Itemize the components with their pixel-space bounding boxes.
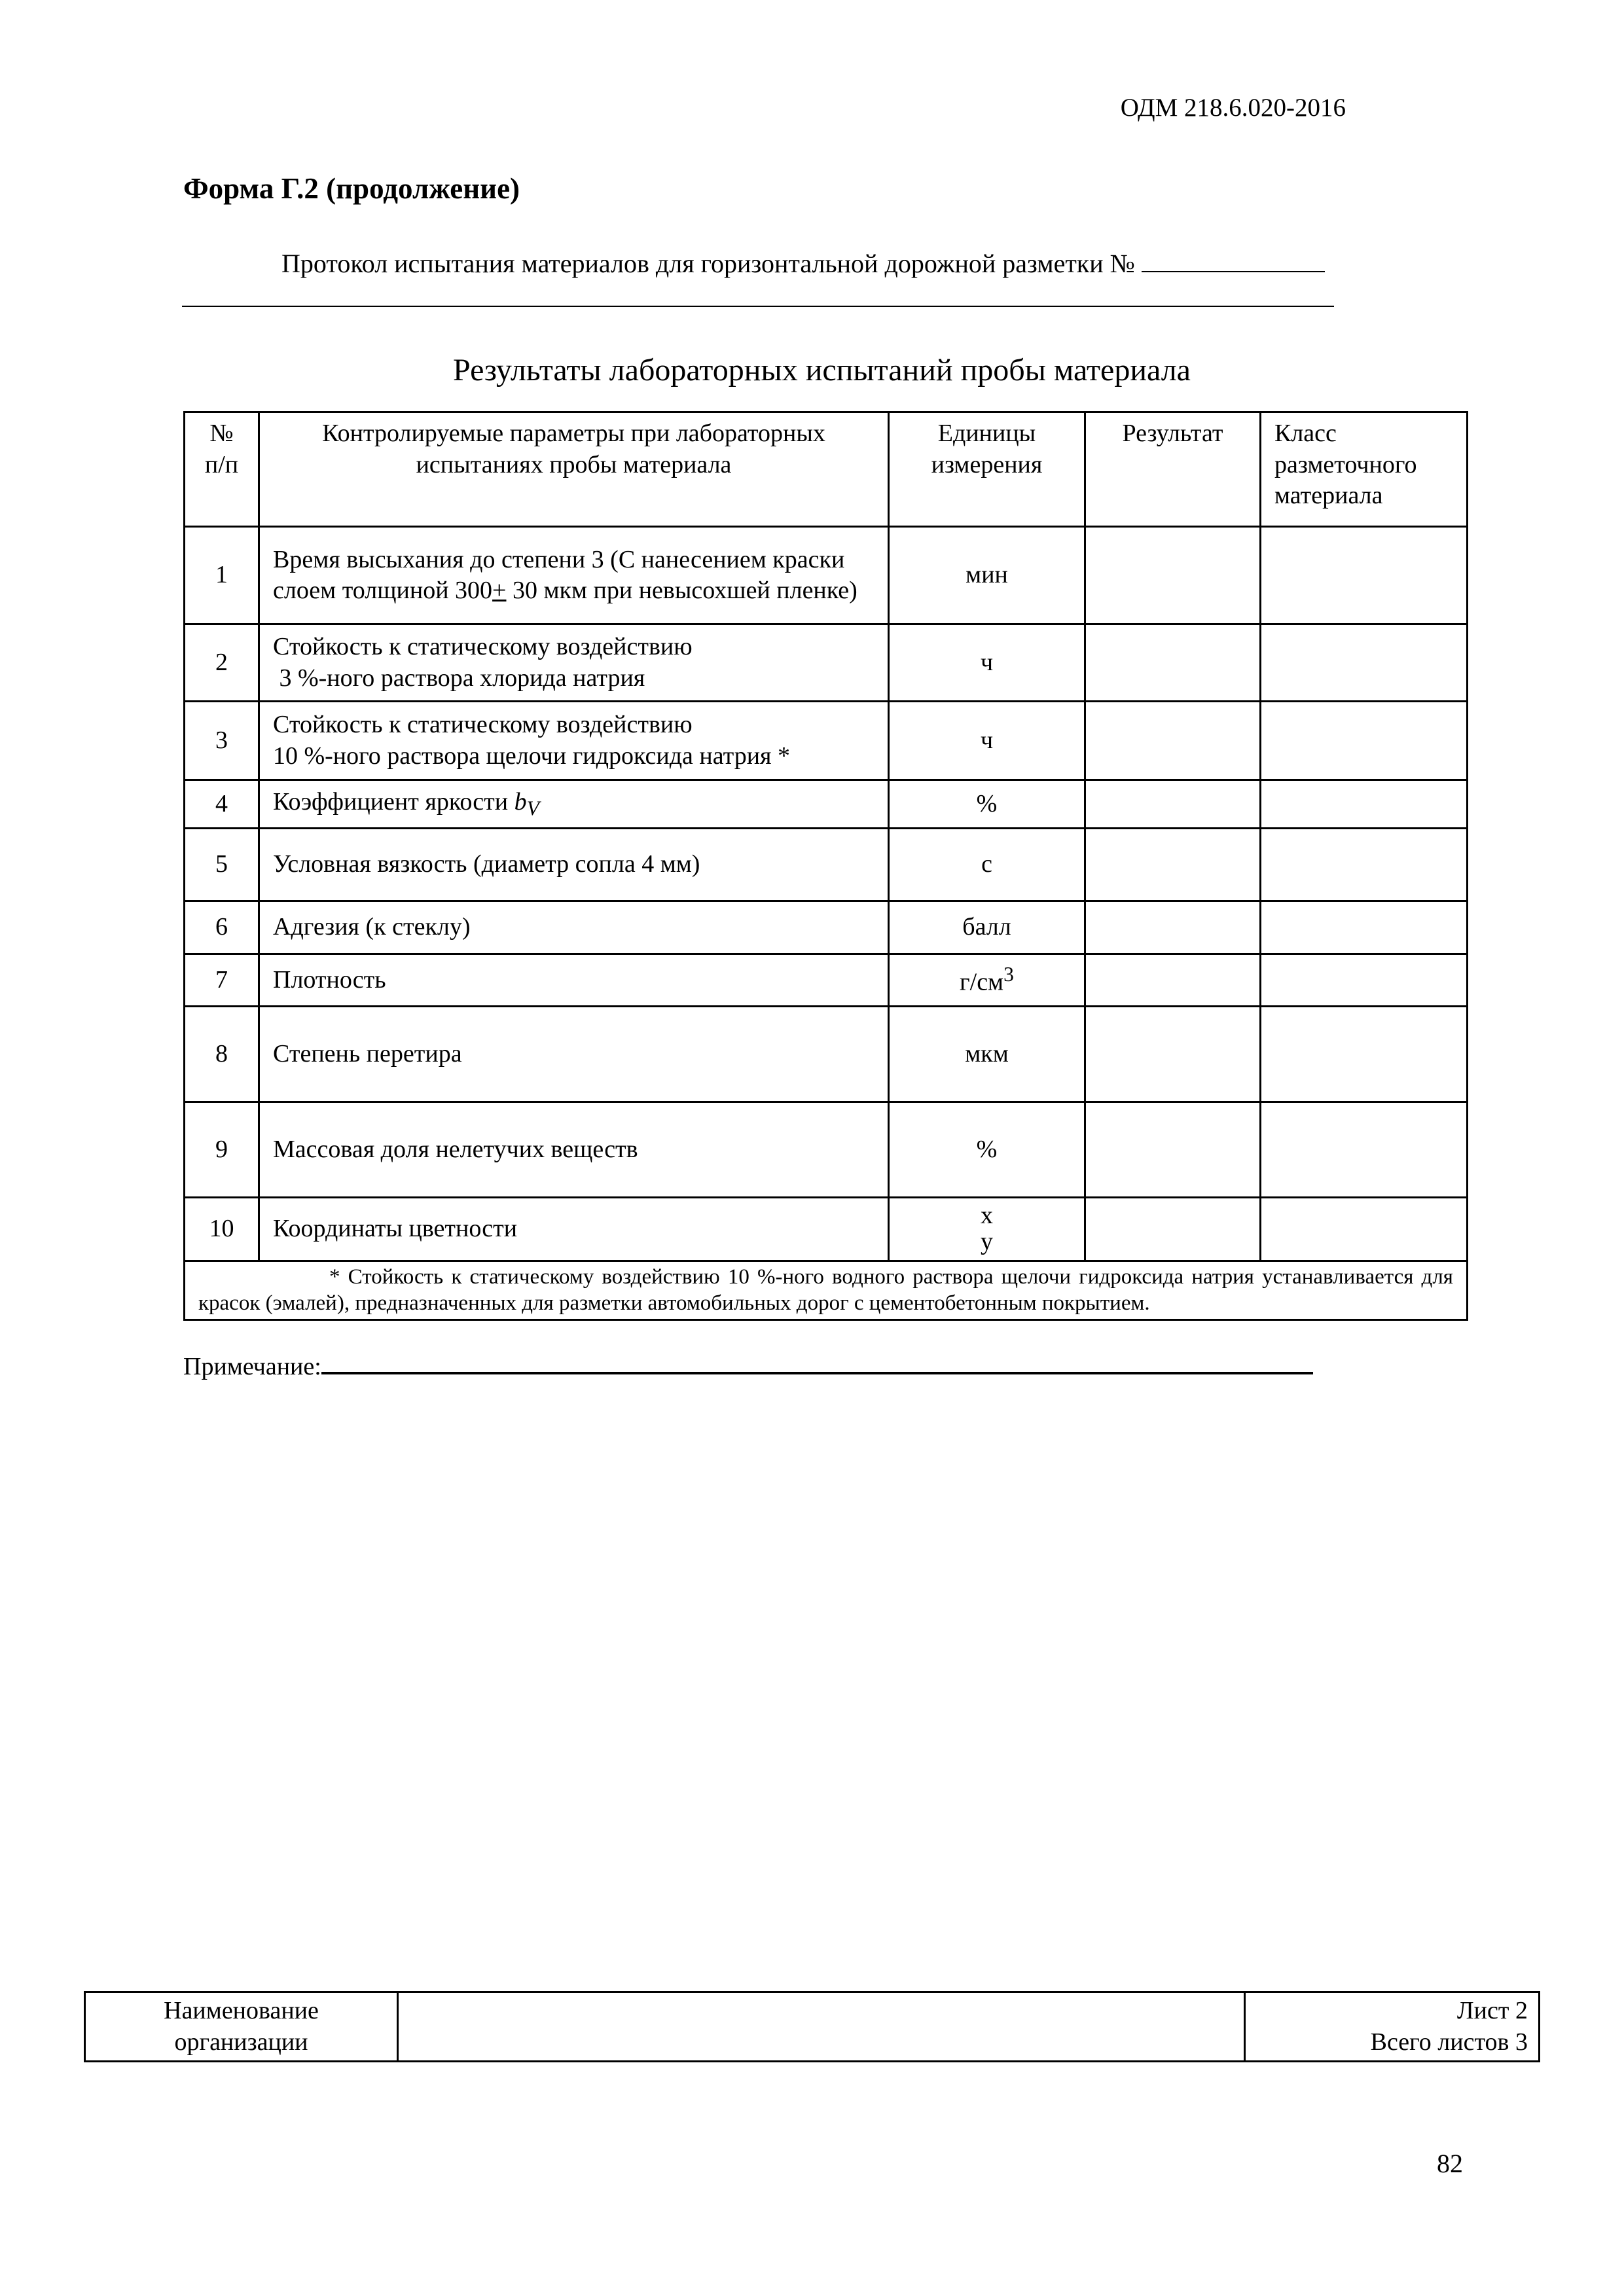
row-param: Адгезия (к стеклу): [259, 901, 889, 954]
header-num: № п/п: [185, 412, 259, 527]
table-row: [185, 624, 1468, 702]
row-num: 3: [185, 702, 259, 780]
note-label: Примечание:: [183, 1353, 321, 1380]
class-cell[interactable]: [1261, 1007, 1468, 1102]
result-cell[interactable]: [1085, 1007, 1261, 1102]
result-cell[interactable]: [1085, 1102, 1261, 1198]
row-unit: мин: [889, 527, 1085, 624]
row-unit: с: [889, 829, 1085, 901]
table-row: [185, 1007, 1468, 1102]
row-num: 8: [185, 1007, 259, 1102]
organization-name-field[interactable]: [398, 1992, 1245, 2062]
result-cell[interactable]: [1085, 527, 1261, 624]
class-cell[interactable]: [1261, 1102, 1468, 1198]
sheet-info: [1245, 1992, 1540, 2062]
row-num: 5: [185, 829, 259, 901]
row-param: Координаты цветности: [259, 1198, 889, 1261]
brightness-symbol: b: [514, 787, 527, 816]
row-param: [259, 780, 889, 829]
table-row: [185, 1198, 1468, 1261]
param-text-cont: 30 мкм при невысохшей пленке): [506, 577, 857, 604]
class-cell[interactable]: [1261, 1198, 1468, 1261]
organization-label: Наименование организации: [85, 1992, 398, 2062]
result-cell[interactable]: [1085, 954, 1261, 1007]
param-line-1: Стойкость к статическому воздействию: [273, 711, 693, 738]
row-unit: ч: [889, 624, 1085, 702]
sheet-number: Лист 2: [1456, 1997, 1528, 2024]
table-row: [185, 954, 1468, 1007]
header-class: Класс разметочного материала: [1261, 412, 1468, 527]
note-input-line[interactable]: [321, 1350, 1313, 1374]
row-unit: мкм: [889, 1007, 1085, 1102]
row-unit: [889, 954, 1085, 1007]
results-title: Результаты лабораторных испытаний пробы материала: [453, 353, 1191, 387]
protocol-number-blank[interactable]: [1142, 247, 1325, 272]
param-line-2: 3 %-ного раствора хлорида натрия: [273, 664, 645, 692]
result-cell[interactable]: [1085, 702, 1261, 780]
row-param: Условная вязкость (диаметр сопла 4 мм): [259, 829, 889, 901]
row-num: 7: [185, 954, 259, 1007]
row-param: [259, 624, 889, 702]
result-cell[interactable]: [1085, 780, 1261, 829]
protocol-line: [281, 247, 1325, 279]
brightness-subscript: V: [526, 797, 539, 820]
row-num: 2: [185, 624, 259, 702]
result-cell[interactable]: [1085, 829, 1261, 901]
organization-block: [84, 1991, 1540, 2062]
table-row: [185, 527, 1468, 624]
row-unit: балл: [889, 901, 1085, 954]
table-row: [185, 829, 1468, 901]
result-cell[interactable]: [1085, 901, 1261, 954]
row-num: 9: [185, 1102, 259, 1198]
unit-y: y: [981, 1228, 993, 1255]
class-cell[interactable]: [1261, 527, 1468, 624]
row-unit: [889, 1198, 1085, 1261]
param-line-1: Стойкость к статическому воздействию: [273, 633, 693, 660]
table-header-row: [185, 412, 1468, 527]
class-cell[interactable]: [1261, 954, 1468, 1007]
param-text: Время высыхания до степени 3 (С нанесением краски слоем толщиной 300: [273, 545, 845, 604]
header-result: Результат: [1085, 412, 1261, 527]
document-code: ОДМ 218.6.020-2016: [1120, 94, 1346, 122]
class-cell[interactable]: [1261, 624, 1468, 702]
table-row: [185, 780, 1468, 829]
unit-x: x: [981, 1202, 993, 1230]
row-unit: ч: [889, 702, 1085, 780]
row-param: Степень перетира: [259, 1007, 889, 1102]
row-num: 4: [185, 780, 259, 829]
footnote-text: * Стойкость к статическому воздействию 10 %-ного водного раствора щелочи гидроксида натрия устанавливается для красок (эмалей), предназначенных для разметки автомобильных дорог с цементобетонным покрытием.: [198, 1265, 1453, 1315]
row-param: Плотность: [259, 954, 889, 1007]
form-title: Форма Г.2 (продолжение): [183, 172, 520, 205]
row-unit: %: [889, 780, 1085, 829]
class-cell[interactable]: [1261, 829, 1468, 901]
param-text: Коэффициент яркости: [273, 787, 514, 816]
footnote: [185, 1261, 1468, 1320]
row-param: [259, 702, 889, 780]
protocol-continuation-line[interactable]: [182, 306, 1334, 307]
row-param: Массовая доля нелетучих веществ: [259, 1102, 889, 1198]
protocol-text: Протокол испытания материалов для горизонтальной дорожной разметки №: [281, 249, 1135, 278]
row-num: 10: [185, 1198, 259, 1261]
header-param: Контролируемые параметры при лабораторных испытаниях пробы материала: [259, 412, 889, 527]
result-cell[interactable]: [1085, 1198, 1261, 1261]
class-cell[interactable]: [1261, 901, 1468, 954]
param-line-2: 10 %-ного раствора щелочи гидроксида натрия *: [273, 742, 791, 770]
footnote-row: [185, 1261, 1468, 1320]
header-unit: Единицы измерения: [889, 412, 1085, 527]
total-sheets: Всего листов 3: [1370, 2028, 1528, 2056]
row-unit: %: [889, 1102, 1085, 1198]
unit-superscript: 3: [1003, 963, 1014, 986]
plus-minus-sign: +: [492, 577, 507, 604]
class-cell[interactable]: [1261, 702, 1468, 780]
row-num: 6: [185, 901, 259, 954]
unit-text: г/см: [960, 969, 1004, 997]
row-num: 1: [185, 527, 259, 624]
table-row: [185, 901, 1468, 954]
table-row: [185, 702, 1468, 780]
result-cell[interactable]: [1085, 624, 1261, 702]
note-line: [183, 1350, 1313, 1381]
table-row: [185, 1102, 1468, 1198]
row-param: [259, 527, 889, 624]
page-number: 82: [1437, 2149, 1463, 2178]
results-table: [183, 411, 1468, 1321]
class-cell[interactable]: [1261, 780, 1468, 829]
